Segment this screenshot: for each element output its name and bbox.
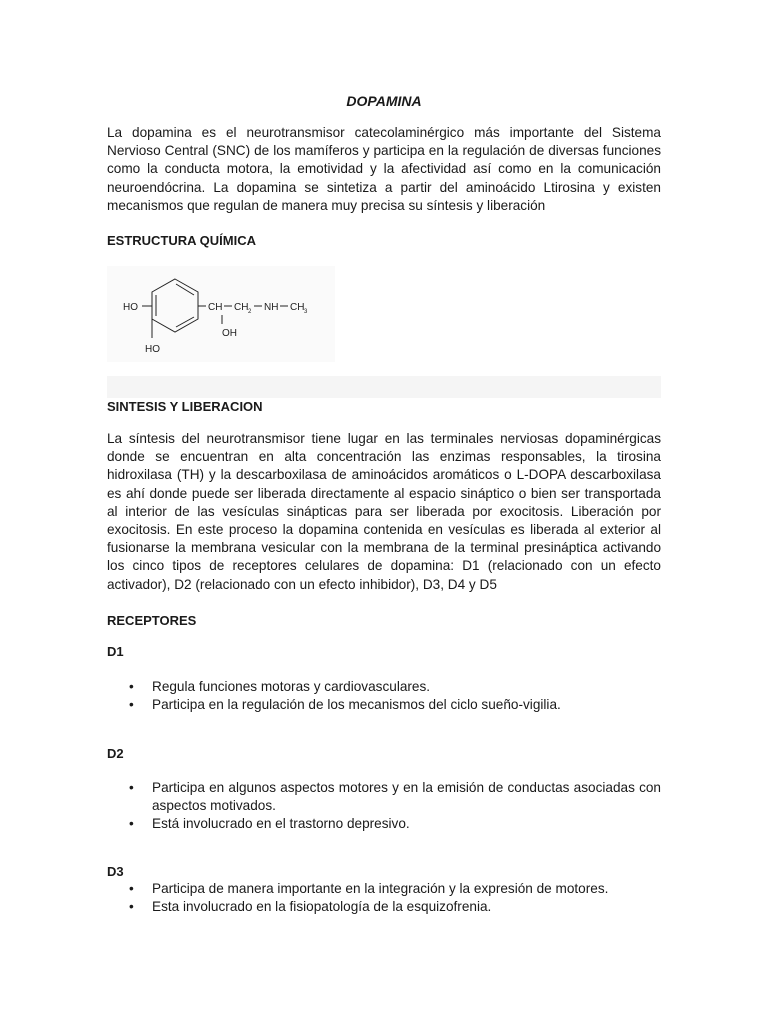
- label-oh: OH: [222, 328, 237, 339]
- list-item: [107, 815, 661, 833]
- list-item: [107, 678, 661, 696]
- sintesis-paragraph: La síntesis del neurotransmisor tiene lugar en las terminales nerviosas dopaminérgicas donde se encuentran en alta concentración las enzimas responsables, la tirosina hidroxilasa (TH) y la descarboxilasa de aminoácidos aromáticos o L-DOPA descarboxilasa es ahí donde puede ser liberada directamente al espacio sináptico o bien ser transportada al interior de las vesículas sinápticas para ser liberada por exocitosis. Liberación por exocitosis. En este proceso la dopamina contenida en vesículas es liberada al exterior al fusionarse la membrana vesicular con la membrana de la terminal presináptica activando los cinco tipos de receptores celulares de dopamina: D1 (relacionado con un efecto activador), D2 (relacionado con un efecto inhibidor), D3, D4 y D5: [107, 431, 661, 592]
- list-item: [107, 779, 661, 815]
- list-item-text: Participa en la regulación de los mecanismos del ciclo sueño-vigilia.: [152, 697, 561, 713]
- label-ch3: CH: [290, 302, 305, 313]
- atom-labels: [123, 302, 308, 355]
- bullet-icon: •: [129, 816, 134, 832]
- ring-outline: [152, 279, 198, 332]
- ring-double-bond-2: [176, 317, 194, 327]
- list-item: [107, 696, 661, 714]
- dopamine-structure-svg: [107, 266, 335, 362]
- d2-list: [107, 779, 661, 834]
- label-ch3-sub: 3: [304, 309, 308, 315]
- bullet-icon: •: [129, 679, 134, 694]
- list-item-text: Regula funciones motoras y cardiovasculares.: [152, 679, 431, 694]
- label-ch: CH: [208, 302, 223, 313]
- bullet-icon: •: [129, 881, 134, 896]
- intro-paragraph: La dopamina es el neurotransmisor catecolaminérgico más importante del Sistema Nervioso Central (SNC) de los mamíferos y participa en la regulación de diversas funciones como la conducta motora, la emotividad y la afectividad así como en la comunicación neuroendócrina. La dopamina se sintetiza a partir del aminoácido Ltirosina y existen mecanismos que regulan de manera muy precisa su síntesis y liberación: [107, 125, 661, 213]
- list-item-text: Esta involucrado en la fisiopatología de la esquizofrenia.: [152, 899, 492, 915]
- document-title: DOPAMINA: [346, 93, 422, 109]
- d2-heading: D2: [107, 746, 124, 761]
- list-item: [107, 880, 661, 898]
- label-ch2: CH: [234, 302, 249, 313]
- section-divider-band: [107, 376, 661, 398]
- bullet-icon: •: [129, 697, 134, 713]
- receptores-heading: RECEPTORES: [107, 613, 197, 628]
- list-item-text: Está involucrado en el trastorno depresivo.: [152, 816, 410, 832]
- list-item-text: Participa en algunos aspectos motores y en la emisión de conductas asociadas con aspectos motivados.: [152, 780, 661, 814]
- ring-double-bond-1: [176, 284, 194, 295]
- d3-list: [107, 880, 661, 916]
- label-ho-top: HO: [123, 302, 138, 313]
- chemical-structure-figure: [107, 266, 335, 362]
- estructura-heading: ESTRUCTURA QUÍMICA: [107, 233, 257, 248]
- benzene-ring: [152, 279, 198, 332]
- label-nh: NH: [264, 302, 279, 313]
- label-ch2-sub: 2: [248, 309, 252, 315]
- label-ho-bottom: HO: [145, 344, 160, 355]
- list-item-text: Participa de manera importante en la integración y la expresión de motores.: [152, 881, 609, 896]
- d1-list: [107, 678, 661, 714]
- d1-heading: D1: [107, 644, 124, 659]
- d3-heading: D3: [107, 864, 124, 879]
- bullet-icon: •: [129, 899, 134, 915]
- list-item: [107, 898, 661, 916]
- bullet-icon: •: [129, 780, 134, 795]
- sintesis-heading: SINTESIS Y LIBERACION: [107, 399, 263, 414]
